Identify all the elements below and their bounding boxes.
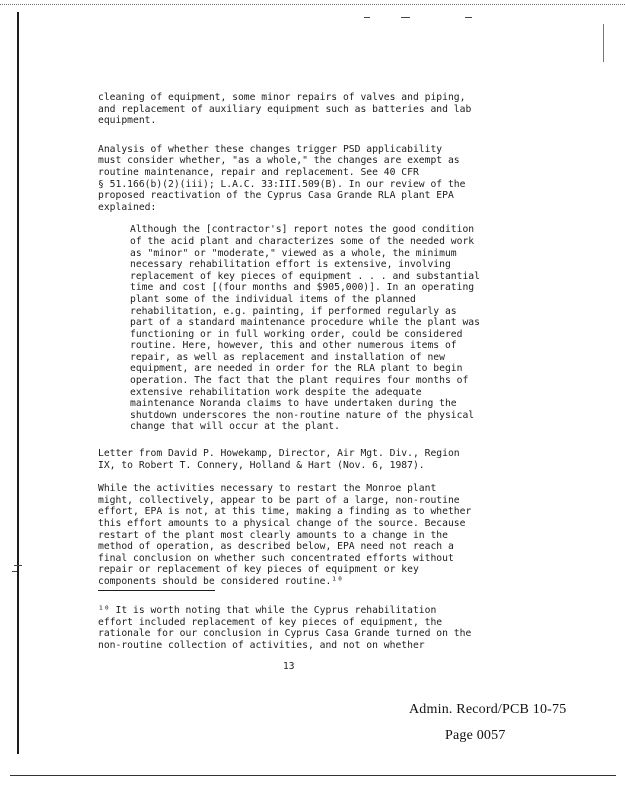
footnote-text: ¹⁰ It is worth noting that while the Cyprus rehabilitation effort included replacement of key pieces of equipment, the rationale for our conclusion in Cyprus Casa Grande turned on the non-routine collection of activities, and not on whether — [98, 605, 472, 651]
quote-citation: Letter from David P. Howekamp, Director, Air Mgt. Div., Region IX, to Robert T. Connery, Holland & Hart (Nov. 6, 1987). — [98, 448, 460, 471]
scan-top-edge — [0, 4, 625, 5]
scan-artifact — [465, 17, 472, 18]
scan-right-mark — [603, 24, 604, 62]
admin-record-stamp: Admin. Record/PCB 10-75 — [409, 702, 567, 717]
page-number: 13 — [283, 661, 295, 672]
scan-bottom-edge — [10, 775, 616, 776]
scan-artifact — [401, 17, 410, 18]
intro-paragraph: cleaning of equipment, some minor repairs of valves and piping, and replacement of auxiliary equipment such as batteries and lab equipment. — [98, 92, 472, 127]
scan-artifact — [14, 565, 22, 566]
document-body — [98, 92, 508, 588]
scan-left-border — [17, 12, 19, 754]
conclusion-paragraph: While the activities necessary to restart the Monroe plant might, collectively, appear to be part of a large, non-routine effort, EPA is not, at this time, making a finding as to whether this effort amounts to a physical change of the source. Because restart of the plant most clearly amounts to a change in the method of operation, as described below, EPA need not reach a final conclusion on whether such concentrated efforts without repair or replacement of key pieces of equipment or key components should be considered routine.¹⁰ — [98, 483, 472, 587]
page-id-stamp: Page 0057 — [445, 728, 506, 743]
block-quote: Although the [contractor's] report notes the good condition of the acid plant and characterizes some of the needed work as "minor" or "moderate," viewed as a whole, the minimum necessary rehabilitation effort is extensive, involving replacement of key pieces of equipment . . . and substantial time and cost [(four months and $905,000)]. In an operating plant some of the individual items of the planned rehabilitation, e.g. painting, if performed regularly as part of a standard maintenance procedure while the plant was functioning or in full working order, could be considered routine. Here, however, this and other numerous items of repair, as well as replacement and installation of new equipment, are needed in order for the RLA plant to begin operation. The fact that the plant requires four months of extensive rehabilitation work despite the adequate maintenance Noranda claims to have undertaken during the shutdown underscores the non-routine nature of the physical change that will occur at the plant. — [130, 224, 480, 433]
footnote-divider — [98, 590, 215, 591]
scan-artifact — [12, 571, 17, 572]
analysis-paragraph: Analysis of whether these changes trigger PSD applicability must consider whether, "as a whole," the changes are exempt as routine maintenance, repair and replacement. See 40 CFR § 51.166(b)(2)(iii); L.A.C. 33:III.509(B). In our review of the proposed reactivation of the Cyprus Casa Grande RLA plant EPA explained: — [98, 143, 466, 213]
scan-artifact — [364, 17, 370, 18]
